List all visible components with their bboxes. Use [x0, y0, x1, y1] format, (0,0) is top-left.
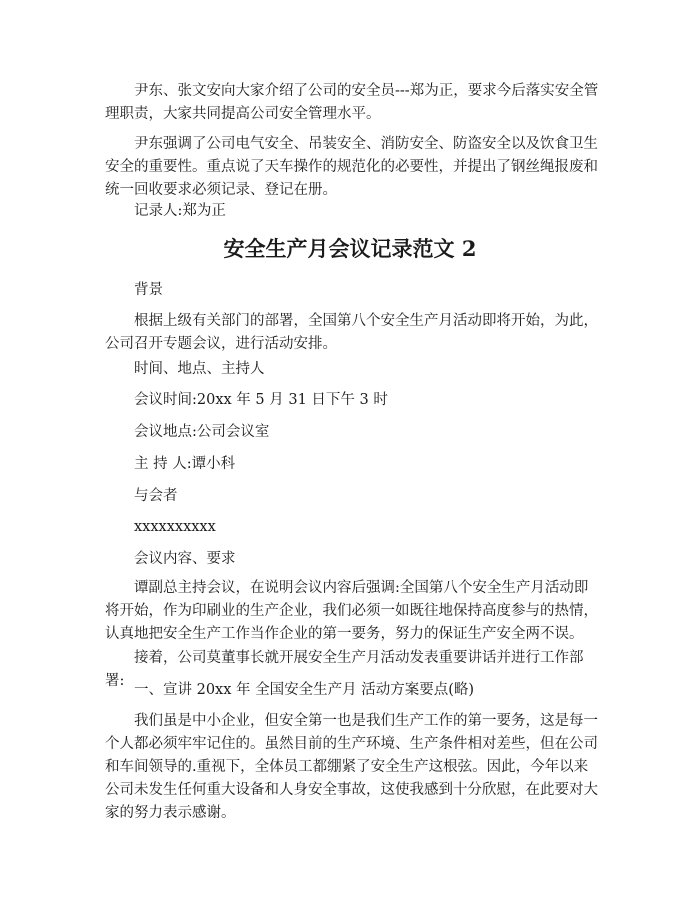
attendees-list: xxxxxxxxxx [134, 519, 216, 535]
attendees-heading: 与会者 [134, 488, 178, 504]
paragraph-host-remarks: 谭副总主持会议，在说明会议内容后强调:全国第八个安全生产月活动即将开始，作为印刷业的生产企业，我们必须一如既往地保持高度参与的热情，认真地把安全生产工作当作企业的第一要务，努力的保证生产安全两不误。 [105, 580, 598, 642]
meeting-time: 会议时间:20xx 年 5 月 31 日下午 3 时 [134, 392, 388, 408]
time-place-host-heading: 时间、地点、主持人 [134, 361, 265, 377]
document-title: 安全生产月会议记录范文 2 [223, 236, 477, 261]
paragraph-safety-emphasis: 尹东强调了公司电气安全、吊装安全、消防安全、防盗安全以及饮食卫生安全的重要性。重点说了天车操作的规范化的必要性，并提出了钢丝绳报废和统一回收要求必须记录、登记在册。 [105, 136, 598, 198]
meeting-host: 主 持 人:谭小科 [134, 456, 236, 472]
meeting-place: 会议地点:公司会议室 [134, 424, 270, 440]
paragraph-safety-first: 我们虽是中小企业，但安全第一也是我们生产工作的第一要务，这是每一个人都必须牢牢记住的。虽然目前的生产环境、生产条件相对差些，但在公司和车间领导的.重视下，全体员工都绷紧了安全生产这根弦。因此，今年以来公司未发生任何重大设备和人身安全事故，这使我感到十分欣慰，在此要对大家的努力表示感谢。 [105, 713, 598, 821]
background-heading: 背景 [134, 282, 163, 298]
paragraph-background: 根据上级有关部门的部署，全国第八个安全生产月活动即将开始，为此，公司召开专题会议，进行活动安排。 [105, 313, 598, 352]
meeting-content-heading: 会议内容、要求 [134, 551, 236, 567]
paragraph-chairman-speech: 接着，公司莫董事长就开展安全生产月活动发表重要讲话并进行工作部署: [105, 650, 584, 689]
recorder-line: 记录人:郑为正 [134, 203, 226, 219]
paragraph-safety-officer-intro: 尹东、张文安向大家介绍了公司的安全员---郑为正，要求今后落实安全管理职责，大家共同提高公司安全管理水平。 [105, 83, 599, 122]
agenda-item-1: 一、宣讲 20xx 年 全国安全生产月 活动方案要点(略) [134, 682, 475, 698]
